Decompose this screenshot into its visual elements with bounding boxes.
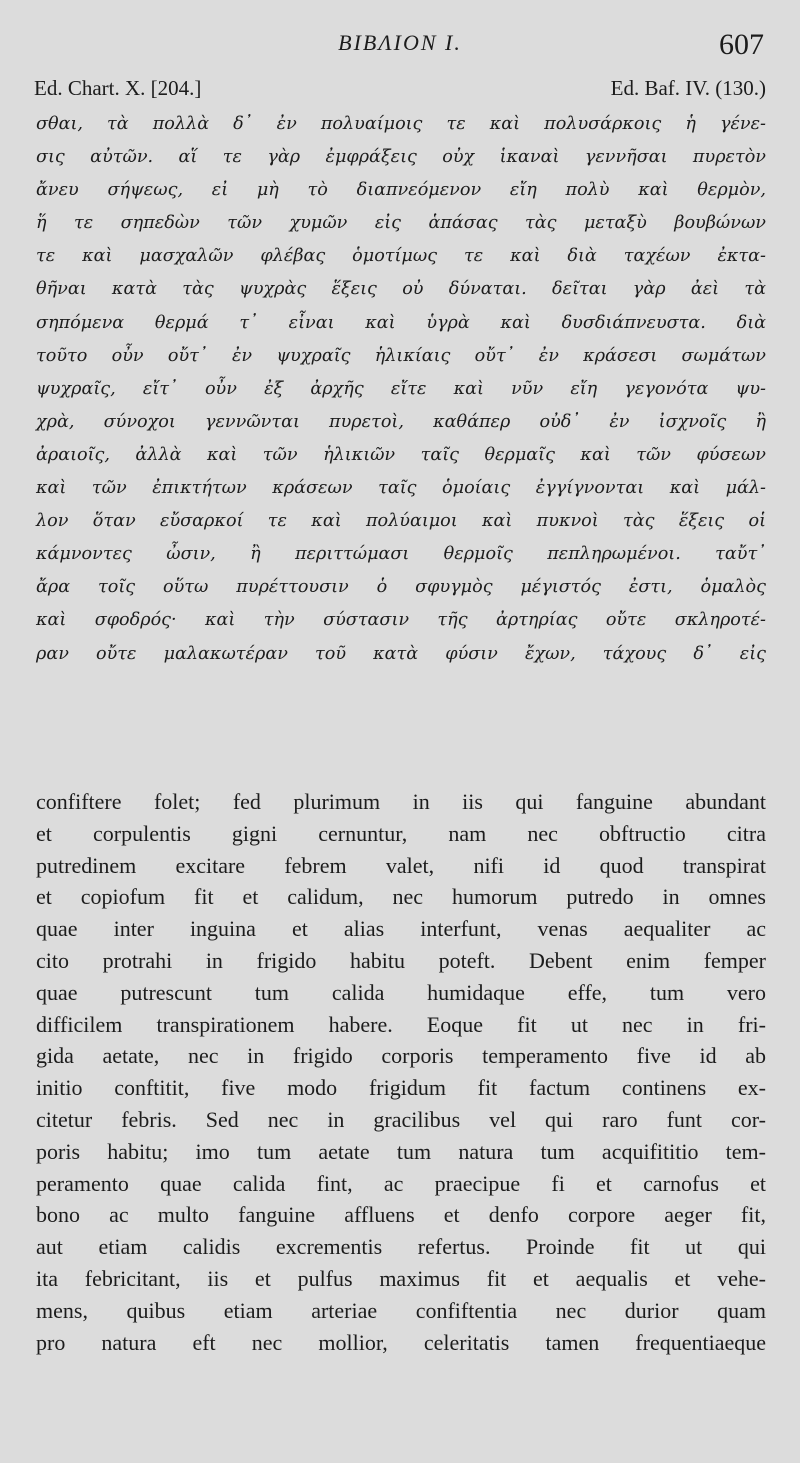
greek-text-line: καὶ σφοδρός· καὶ τὴν σύστασιν τῆς ἀρτηρίας οὔτε σκληροτέ- <box>36 610 766 631</box>
latin-text-line: difficilem transpirationem habere. Eoque fit ut nec in fri- <box>36 1011 766 1037</box>
greek-text-line: ραν οὔτε μαλακωτέραν τοῦ κατὰ φύσιν ἔχων, τάχους δ᾽ εἰς <box>36 643 766 664</box>
greek-text-line: τοῦτο οὖν οὔτ᾽ ἐν ψυχραῖς ἡλικίαις οὔτ᾽ ἐν κράσεσι σωμάτων <box>36 345 766 366</box>
greek-text-line: χρὰ, σύνοχοι γεννῶνται πυρετοὶ, καθάπερ οὐδ᾽ ἐν ἰσχνοῖς ἢ <box>36 411 766 432</box>
greek-text-line: καὶ τῶν ἐπικτήτων κράσεων ταῖς ὁμοίαις ἐγγίγνονται καὶ μάλ- <box>36 478 766 499</box>
edition-chartier-reference: Ed. Chart. X. [204.] <box>34 76 202 100</box>
greek-text-line: σις αὐτῶν. αἵ τε γὰρ ἐμφράξεις οὐχ ἱκαναὶ γεννῆσαι πυρετὸν <box>36 147 766 168</box>
latin-text-line: pro natura eft nec mollior, celeritatis tamen frequentiaeque <box>36 1329 766 1355</box>
latin-text-block <box>36 786 766 1358</box>
greek-text-line: ψυχραῖς, εἴτ᾽ οὖν ἐξ ἀρχῆς εἴτε καὶ νῦν εἴη γεγονότα ψυ- <box>36 378 766 399</box>
running-head: BIBΛΙΟΝ I. <box>338 30 462 55</box>
latin-text-line: quae inter inguina et alias interfunt, venas aequaliter ac <box>36 916 766 942</box>
latin-text-line: peramento quae calida fint, ac praecipue fi et carnofus et <box>36 1170 766 1196</box>
greek-text-line: ἥ τε σηπεδὼν τῶν χυμῶν εἰς ἁπάσας τὰς μεταξὺ βουβώνων <box>36 213 766 234</box>
edition-basel-reference: Ed. Baf. IV. (130.) <box>610 76 766 100</box>
latin-text-line: gida aetate, nec in frigido corporis temperamento five id ab <box>36 1043 766 1069</box>
greek-text-line: σηπόμενα θερμά τ᾽ εἶναι καὶ ὑγρὰ καὶ δυσδιάπνευστα. διὰ <box>36 312 766 333</box>
greek-text-line: ἄρα τοῖς οὕτω πυρέττουσιν ὁ σφυγμὸς μέγιστός ἐστι, ὁμαλὸς <box>36 577 766 598</box>
latin-text-line: et corpulentis gigni cernuntur, nam nec obftructio citra <box>36 820 766 846</box>
greek-text-line: λον ὅταν εὔσαρκοί τε καὶ πολύαιμοι καὶ πυκνοὶ τὰς ἕξεις οἱ <box>36 511 766 532</box>
greek-text-line: κάμνοντες ὦσιν, ἢ περιττώμασι θερμοῖς πεπληρωμένοι. ταὔτ᾽ <box>36 544 766 565</box>
latin-text-line: ita febricitant, iis et pulfus maximus fit et aequalis et vehe- <box>36 1265 766 1291</box>
page-number: 607 <box>719 28 764 61</box>
latin-text-line: citetur febris. Sed nec in gracilibus vel qui raro funt cor- <box>36 1106 766 1132</box>
greek-text-line: τε καὶ μασχαλῶν φλέβας ὁμοτίμως τε καὶ διὰ ταχέων ἐκτα- <box>36 246 766 267</box>
greek-text-line: σθαι, τὰ πολλὰ δ᾽ ἐν πολυαίμοις τε καὶ πολυσάρκοις ἡ γένε- <box>36 114 766 134</box>
latin-text-line: confiftere folet; fed plurimum in iis qui fanguine abundant <box>36 789 766 814</box>
latin-text-line: mens, quibus etiam arteriae confiftentia nec durior quam <box>36 1297 766 1323</box>
edition-reference-line <box>34 76 766 101</box>
latin-text-line: quae putrescunt tum calida humidaque effe, tum vero <box>36 979 766 1005</box>
latin-text-line: poris habitu; imo tum aetate tum natura tum acquifititio tem- <box>36 1138 766 1164</box>
latin-text-line: aut etiam calidis excrementis refertus. Proinde fit ut qui <box>36 1234 766 1260</box>
greek-text-block <box>36 108 766 671</box>
greek-text-line: ἄνευ σήψεως, εἰ μὴ τὸ διαπνεόμενον εἴη πολὺ καὶ θερμὸν, <box>36 180 766 201</box>
latin-text-line: putredinem excitare febrem valet, nifi id quod transpirat <box>36 852 766 878</box>
greek-text-line: ἀραιοῖς, ἀλλὰ καὶ τῶν ἡλικιῶν ταῖς θερμαῖς καὶ τῶν φύσεων <box>36 444 766 465</box>
greek-text-line: θῆναι κατὰ τὰς ψυχρὰς ἕξεις οὐ δύναται. δεῖται γὰρ ἀεὶ τὰ <box>36 279 766 300</box>
latin-text-line: initio conftitit, five modo frigidum fit factum continens ex- <box>36 1075 766 1101</box>
latin-text-line: cito protrahi in frigido habitu poteft. Debent enim femper <box>36 947 766 973</box>
latin-text-line: bono ac multo fanguine affluens et denfo corpore aeger fit, <box>36 1202 766 1228</box>
latin-text-line: et copiofum fit et calidum, nec humorum putredo in omnes <box>36 884 766 910</box>
